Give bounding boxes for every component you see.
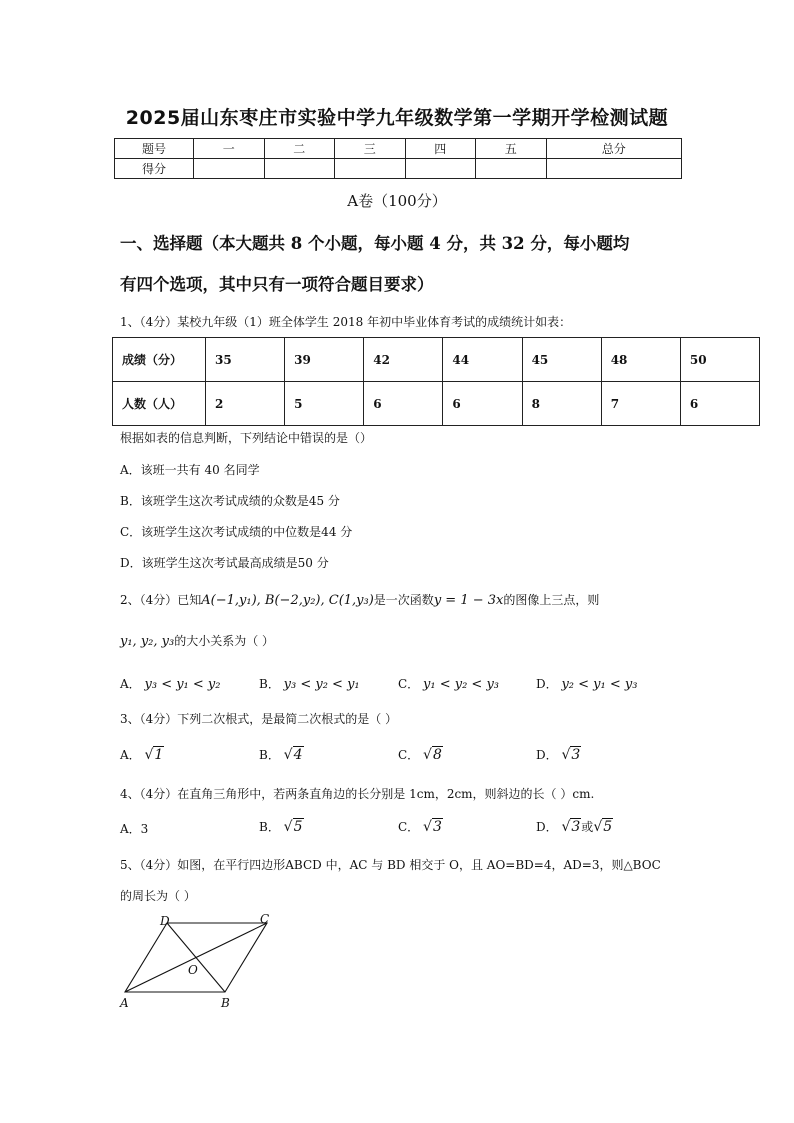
- sqrt-sign: √5: [283, 819, 303, 835]
- table-cell: 成绩（分）: [113, 338, 206, 382]
- q3-option-c[interactable]: [398, 747, 443, 763]
- table-cell: 45: [522, 338, 601, 382]
- q1-data-table: [112, 337, 760, 426]
- exam-title: 2025届山东枣庄市实验中学九年级数学第一学期开学检测试题: [125, 107, 669, 129]
- table-cell: 39: [285, 338, 364, 382]
- q3-option-b[interactable]: [259, 747, 304, 763]
- option-label: D．: [536, 748, 558, 762]
- parallelogram-figure: [116, 914, 276, 1012]
- sqrt-sign: √1: [144, 747, 164, 763]
- option-label: B．: [259, 748, 280, 762]
- q2-vars: y₁, y₂, y₃: [120, 634, 175, 649]
- q2-stem: [120, 592, 690, 609]
- q5-stem-line1: 5、（4分）如图，在平行四边形ABCD 中，AC 与 BD 相交于 O，且 AO=BD=4，AD=3，则△BOC: [120, 858, 661, 872]
- radicand: 3: [571, 747, 581, 763]
- score-input-cell[interactable]: [405, 159, 476, 179]
- table-cell: 人数（人）: [113, 382, 206, 426]
- score-input-cell[interactable]: [335, 159, 406, 179]
- q2-stem-pre: 2、（4分）已知: [120, 593, 202, 607]
- radicand: 8: [432, 747, 442, 763]
- section-a-heading: A卷（100分）: [347, 192, 447, 210]
- sqrt-sign: √5: [593, 819, 613, 835]
- q2-function: y = 1 − 3x: [433, 593, 504, 608]
- q1-stem: 1、（4分）某校九年级（1）班全体学生 2018 年初中毕业体育考试的成绩统计如表：: [120, 315, 572, 329]
- score-cell: 题号: [115, 139, 194, 159]
- score-cell: 总分: [546, 139, 682, 159]
- table-cell: 44: [443, 338, 522, 382]
- table-cell: 50: [680, 338, 759, 382]
- label-a: A: [120, 996, 129, 1010]
- sqrt-sign: √8: [423, 747, 442, 763]
- option-label: D．: [536, 820, 558, 834]
- q3-option-d[interactable]: [536, 747, 581, 763]
- q2-stem-post: 的图像上三点，则: [503, 593, 600, 607]
- radicand: 3: [571, 819, 581, 835]
- q2-stem-line2: [120, 633, 690, 650]
- score-table-score-row: [115, 159, 682, 179]
- score-cell: 二: [264, 139, 335, 159]
- score-table-header-row: [115, 139, 682, 159]
- score-table: [114, 138, 682, 179]
- score-input-cell[interactable]: [546, 159, 682, 179]
- option-label: C．: [398, 820, 420, 834]
- label-b: B: [221, 996, 230, 1010]
- option-math: y₃ < y₂ < y₁: [283, 677, 360, 692]
- sqrt-sign: √3: [561, 819, 581, 835]
- table-cell: 7: [601, 382, 680, 426]
- q2-option-a[interactable]: [120, 676, 220, 693]
- option-label: A．: [120, 677, 141, 691]
- score-input-cell[interactable]: [264, 159, 335, 179]
- option-label: A．: [120, 748, 141, 762]
- sqrt-sign: √3: [561, 747, 581, 763]
- label-o: O: [188, 963, 198, 977]
- q1-option-d[interactable]: D．该班学生这次考试最高成绩是50 分: [120, 556, 329, 570]
- q1-prompt: 根据如表的信息判断，下列结论中错误的是（）: [120, 431, 373, 445]
- part1-heading-line1: 一、选择题（本大题共 8 个小题，每小题 4 分，共 32 分，每小题均: [120, 234, 630, 253]
- score-cell: 五: [476, 139, 547, 159]
- radicand: 3: [432, 819, 442, 835]
- q2-option-d[interactable]: [536, 676, 637, 693]
- table-cell: 6: [680, 382, 759, 426]
- q4-stem: 4、（4分）在直角三角形中，若两条直角边的长分别是 1cm，2cm，则斜边的长（ ）cm.: [120, 787, 595, 801]
- q2-line2-post: 的大小关系为（ ）: [174, 634, 275, 648]
- option-label: B．: [259, 820, 280, 834]
- q4-option-a[interactable]: A．3: [120, 822, 149, 836]
- option-label: B．: [259, 677, 280, 691]
- q4-option-d[interactable]: [536, 819, 613, 835]
- option-math: y₃ < y₁ < y₂: [144, 677, 221, 692]
- q2-points: A(−1,y₁), B(−2,y₂), C(1,y₃): [201, 593, 374, 608]
- label-c: C: [260, 914, 270, 926]
- q2-option-b[interactable]: [259, 676, 360, 693]
- part1-heading-line2: 有四个选项，其中只有一项符合题目要求）: [120, 275, 434, 294]
- q3-stem: 3、（4分）下列二次根式，是最简二次根式的是（ ）: [120, 712, 398, 726]
- score-cell: 一: [194, 139, 265, 159]
- radicand: 4: [293, 747, 303, 763]
- q1-score-row: [113, 338, 760, 382]
- table-cell: 2: [206, 382, 285, 426]
- table-cell: 8: [522, 382, 601, 426]
- option-math: y₂ < y₁ < y₃: [561, 677, 638, 692]
- table-cell: 6: [364, 382, 443, 426]
- q1-option-c[interactable]: C．该班学生这次考试成绩的中位数是44 分: [120, 525, 353, 539]
- sqrt-sign: √3: [423, 819, 442, 835]
- option-label: C．: [398, 748, 420, 762]
- q3-option-a[interactable]: [120, 747, 164, 763]
- radicand: 5: [603, 819, 613, 835]
- q2-stem-mid: 是一次函数: [373, 593, 434, 607]
- table-cell: 42: [364, 338, 443, 382]
- radicand: 1: [154, 747, 164, 763]
- q2-option-c[interactable]: [398, 676, 499, 693]
- q1-count-row: [113, 382, 760, 426]
- or-text: 或: [581, 820, 594, 834]
- score-cell: 得分: [115, 159, 194, 179]
- label-d: D: [160, 914, 170, 928]
- table-cell: 48: [601, 338, 680, 382]
- sqrt-sign: √4: [283, 747, 303, 763]
- score-cell: 三: [335, 139, 406, 159]
- option-label: D．: [536, 677, 558, 691]
- table-cell: 5: [285, 382, 364, 426]
- q4-option-c[interactable]: [398, 819, 443, 835]
- table-cell: 6: [443, 382, 522, 426]
- q5-stem-line2: 的周长为（ ）: [120, 889, 196, 903]
- table-cell: 35: [206, 338, 285, 382]
- diagonal-bd: [167, 923, 225, 992]
- option-math: y₁ < y₂ < y₃: [423, 677, 499, 692]
- score-input-cell[interactable]: [476, 159, 547, 179]
- q1-option-b[interactable]: B．该班学生这次考试成绩的众数是45 分: [120, 494, 340, 508]
- score-cell: 四: [405, 139, 476, 159]
- score-input-cell[interactable]: [194, 159, 265, 179]
- radicand: 5: [293, 819, 303, 835]
- q1-option-a[interactable]: A．该班一共有 40 名同学: [120, 463, 260, 477]
- q4-option-b[interactable]: [259, 819, 304, 835]
- option-label: C．: [398, 677, 420, 691]
